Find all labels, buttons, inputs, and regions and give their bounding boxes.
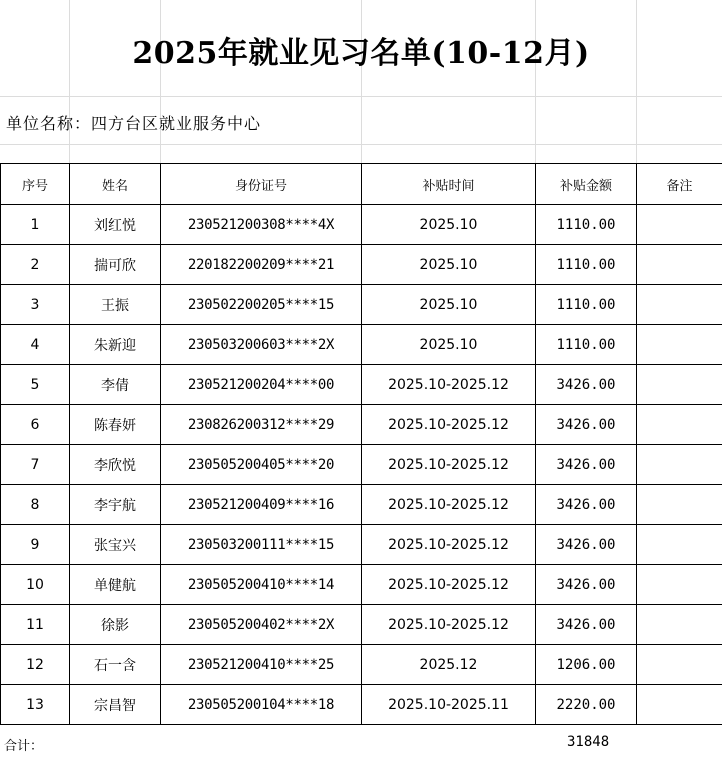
cell-name: 张宝兴	[70, 525, 161, 565]
cell-amount: 3426.00	[536, 445, 637, 485]
cell-name: 石一含	[70, 645, 161, 685]
cell-no: 10	[1, 565, 70, 605]
cell-note	[637, 285, 722, 325]
cell-period: 2025.10-2025.12	[362, 525, 536, 565]
cell-period: 2025.10-2025.12	[362, 365, 536, 405]
cell-id-number: 230521200409****16	[161, 485, 362, 525]
cell-no: 8	[1, 485, 70, 525]
total-label: 合计：	[4, 739, 44, 754]
header-no: 序号	[1, 164, 70, 205]
cell-period: 2025.10-2025.12	[362, 485, 536, 525]
cell-note	[637, 685, 722, 725]
cell-id-number: 220182200209****21	[161, 245, 362, 285]
cell-note	[637, 565, 722, 605]
cell-note	[637, 205, 722, 245]
cell-amount: 2220.00	[536, 685, 637, 725]
cell-amount: 3426.00	[536, 605, 637, 645]
cell-no: 5	[1, 365, 70, 405]
header-note: 备注	[637, 164, 722, 205]
table-row	[1, 445, 722, 485]
cell-amount: 1110.00	[536, 205, 637, 245]
cell-note	[637, 405, 722, 445]
cell-id-number: 230502200205****15	[161, 285, 362, 325]
cell-period: 2025.10-2025.12	[362, 405, 536, 445]
table-row	[1, 405, 722, 445]
cell-amount: 1110.00	[536, 325, 637, 365]
cell-id-number: 230521200410****25	[161, 645, 362, 685]
cell-no: 2	[1, 245, 70, 285]
cell-id-number: 230505200405****20	[161, 445, 362, 485]
cell-no: 7	[1, 445, 70, 485]
cell-period: 2025.10-2025.12	[362, 605, 536, 645]
cell-amount: 1110.00	[536, 245, 637, 285]
cell-amount: 1206.00	[536, 645, 637, 685]
cell-name: 王振	[70, 285, 161, 325]
cell-id-number: 230521200204****00	[161, 365, 362, 405]
cell-no: 11	[1, 605, 70, 645]
cell-amount: 3426.00	[536, 565, 637, 605]
cell-id-number: 230505200104****18	[161, 685, 362, 725]
total-amount: 31848	[567, 734, 610, 750]
table-row	[1, 645, 722, 685]
cell-id-number: 230521200308****4X	[161, 205, 362, 245]
cell-no: 9	[1, 525, 70, 565]
cell-id-number: 230505200410****14	[161, 565, 362, 605]
cell-name: 刘红悦	[70, 205, 161, 245]
cell-no: 6	[1, 405, 70, 445]
cell-period: 2025.10-2025.12	[362, 565, 536, 605]
cell-note	[637, 365, 722, 405]
table-row	[1, 605, 722, 645]
gridline	[361, 0, 362, 163]
cell-id-number: 230505200402****2X	[161, 605, 362, 645]
table-row	[1, 285, 722, 325]
cell-note	[637, 445, 722, 485]
cell-name: 陈春妍	[70, 405, 161, 445]
table-row	[1, 525, 722, 565]
cell-period: 2025.10	[362, 245, 536, 285]
gridline	[0, 96, 722, 97]
unit-name: 单位名称：四方台区就业服务中心	[6, 114, 262, 133]
table-row	[1, 325, 722, 365]
cell-name: 朱新迎	[70, 325, 161, 365]
gridline	[535, 0, 536, 163]
cell-amount: 1110.00	[536, 285, 637, 325]
cell-id-number: 230826200312****29	[161, 405, 362, 445]
gridline	[0, 144, 722, 145]
cell-id-number: 230503200111****15	[161, 525, 362, 565]
trainee-table	[0, 163, 722, 725]
cell-note	[637, 245, 722, 285]
table-row	[1, 205, 722, 245]
table-header-row	[1, 164, 722, 205]
cell-no: 12	[1, 645, 70, 685]
table-row	[1, 565, 722, 605]
cell-amount: 3426.00	[536, 365, 637, 405]
cell-no: 1	[1, 205, 70, 245]
table-row	[1, 485, 722, 525]
cell-amount: 3426.00	[536, 525, 637, 565]
cell-amount: 3426.00	[536, 485, 637, 525]
cell-name: 揣可欣	[70, 245, 161, 285]
gridline	[69, 0, 70, 163]
cell-no: 3	[1, 285, 70, 325]
total-row	[0, 722, 722, 763]
cell-name: 李倩	[70, 365, 161, 405]
cell-name: 宗昌智	[70, 685, 161, 725]
gridline	[160, 0, 161, 163]
cell-id-number: 230503200603****2X	[161, 325, 362, 365]
header-subsidy-amount: 补贴金额	[536, 164, 637, 205]
cell-note	[637, 645, 722, 685]
cell-period: 2025.10-2025.11	[362, 685, 536, 725]
table-row	[1, 245, 722, 285]
table-row	[1, 685, 722, 725]
cell-name: 单健航	[70, 565, 161, 605]
header-id-number: 身份证号	[161, 164, 362, 205]
cell-note	[637, 325, 722, 365]
cell-name: 李宇航	[70, 485, 161, 525]
cell-amount: 3426.00	[536, 405, 637, 445]
cell-no: 4	[1, 325, 70, 365]
cell-note	[637, 605, 722, 645]
cell-period: 2025.10-2025.12	[362, 445, 536, 485]
gridline	[636, 0, 637, 163]
cell-name: 徐影	[70, 605, 161, 645]
document-title: 2025年就业见习名单(10-12月)	[132, 36, 590, 71]
cell-name: 李欣悦	[70, 445, 161, 485]
cell-note	[637, 525, 722, 565]
cell-period: 2025.10	[362, 285, 536, 325]
header-name: 姓名	[70, 164, 161, 205]
header-subsidy-period: 补贴时间	[362, 164, 536, 205]
cell-period: 2025.10	[362, 325, 536, 365]
cell-note	[637, 485, 722, 525]
table-row	[1, 365, 722, 405]
cell-period: 2025.10	[362, 205, 536, 245]
cell-no: 13	[1, 685, 70, 725]
cell-period: 2025.12	[362, 645, 536, 685]
